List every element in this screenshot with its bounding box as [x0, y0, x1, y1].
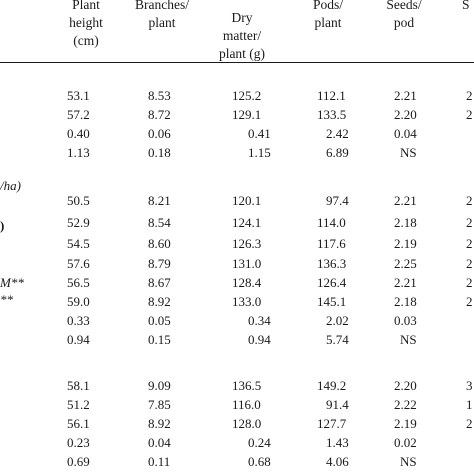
cell-pods: 91.4 — [326, 397, 349, 412]
header-line: pod — [393, 15, 415, 30]
cell-truncated: 2 — [466, 416, 473, 431]
header-plant-height — [56, 0, 116, 50]
cell-dry-matter: 1.15 — [248, 145, 271, 160]
cell-dry-matter: 124.1 — [232, 215, 262, 230]
cell-branches: 8.53 — [148, 88, 171, 103]
header-branches-plant — [124, 0, 200, 32]
cell-pods: 1.43 — [326, 435, 349, 450]
cell-branches: 8.92 — [148, 294, 171, 309]
cell-truncated: 2 — [466, 236, 473, 251]
table-row — [0, 311, 474, 330]
table-row — [0, 292, 474, 311]
table-row — [0, 414, 474, 433]
table-row — [0, 124, 474, 143]
cell-pods: 145.1 — [317, 294, 347, 309]
cell-seeds: 2.20 — [394, 378, 417, 393]
cell-seeds: NS — [400, 332, 417, 347]
cell-plant-height: 56.1 — [67, 416, 90, 431]
header-pods-plant — [290, 0, 366, 32]
cell-seeds: 2.19 — [394, 416, 417, 431]
cell-pods: 117.6 — [317, 236, 346, 251]
cell-pods: 6.89 — [326, 145, 349, 160]
cell-dry-matter: 0.24 — [248, 435, 271, 450]
cell-pods: 2.42 — [326, 126, 349, 141]
cell-dry-matter: 131.0 — [232, 256, 262, 271]
cell-plant-height: 54.5 — [67, 236, 90, 251]
cell-pods: 4.06 — [326, 454, 349, 469]
cell-pods: 5.74 — [326, 332, 349, 347]
table-row — [0, 234, 474, 253]
cell-plant-height: 0.94 — [67, 332, 90, 347]
cell-plant-height: 52.9 — [67, 215, 90, 230]
table-row — [0, 143, 474, 162]
cell-pods: 149.2 — [317, 378, 347, 393]
table-row — [0, 105, 474, 124]
cell-plant-height: 0.69 — [67, 454, 90, 469]
cell-truncated: 2 — [466, 294, 473, 309]
cell-pods: 127.7 — [317, 416, 347, 431]
cell-branches: 0.15 — [148, 332, 171, 347]
cell-dry-matter: 116.0 — [232, 397, 261, 412]
cell-truncated: 2 — [466, 107, 473, 122]
cell-dry-matter: 136.5 — [232, 378, 262, 393]
cell-seeds: 2.25 — [394, 256, 417, 271]
header-seeds-pod — [366, 0, 442, 32]
cell-seeds: NS — [400, 454, 417, 469]
cell-branches: 8.92 — [148, 416, 171, 431]
cell-branches: 8.72 — [148, 107, 171, 122]
cell-branches: 0.04 — [148, 435, 171, 450]
header-line: plant — [148, 15, 176, 30]
cell-plant-height: 0.23 — [67, 435, 90, 450]
header-rule — [0, 62, 474, 63]
cell-truncated: 2 — [466, 193, 473, 208]
cell-branches: 0.05 — [148, 313, 171, 328]
table-row — [0, 213, 474, 232]
cell-plant-height: 50.5 — [67, 193, 90, 208]
header-truncated — [462, 0, 474, 14]
cell-pods: 112.1 — [317, 88, 346, 103]
cell-branches: 8.21 — [148, 193, 171, 208]
header-line: Plant — [72, 0, 100, 12]
cell-truncated: 2 — [466, 275, 473, 290]
table-row — [0, 191, 474, 210]
cell-pods: 126.4 — [317, 275, 347, 290]
cell-seeds: 2.22 — [394, 397, 417, 412]
header-line: height — [69, 15, 103, 30]
cell-pods: 136.3 — [317, 256, 347, 271]
cell-branches: 8.67 — [148, 275, 171, 290]
cell-branches: 0.11 — [148, 454, 171, 469]
cell-plant-height: 58.1 — [67, 378, 90, 393]
cell-seeds: 2.19 — [394, 236, 417, 251]
cell-branches: 8.54 — [148, 215, 171, 230]
cell-seeds: NS — [400, 145, 417, 160]
header-line: Seeds/ — [386, 0, 422, 12]
cell-seeds: 2.18 — [394, 294, 417, 309]
cell-dry-matter: 125.2 — [232, 88, 262, 103]
cell-dry-matter: 129.1 — [232, 107, 262, 122]
cell-seeds: 0.02 — [394, 435, 417, 450]
cell-dry-matter: 0.94 — [248, 332, 271, 347]
cell-plant-height: 51.2 — [67, 397, 90, 412]
cell-plant-height: 56.5 — [67, 275, 90, 290]
cell-plant-height: 0.40 — [67, 126, 90, 141]
table-row — [0, 452, 474, 471]
section-label: M** — [0, 275, 24, 290]
table-row — [0, 395, 474, 414]
cell-branches: 0.18 — [148, 145, 171, 160]
cell-branches: 8.60 — [148, 236, 171, 251]
header-line: Dry — [231, 10, 253, 25]
cell-dry-matter: 0.68 — [248, 454, 271, 469]
cell-plant-height: 57.2 — [67, 107, 90, 122]
table-row — [0, 254, 474, 273]
cell-dry-matter: 0.41 — [248, 126, 271, 141]
cell-pods: 133.5 — [317, 107, 347, 122]
table-row — [0, 330, 474, 349]
header-line: matter/ — [222, 28, 262, 43]
table-row — [0, 86, 474, 105]
cell-plant-height: 1.13 — [67, 145, 90, 160]
table-row — [0, 273, 474, 292]
cell-dry-matter: 0.34 — [248, 313, 271, 328]
section-label: /ha) — [0, 178, 21, 193]
cell-dry-matter: 128.0 — [232, 416, 262, 431]
section-label: ** — [0, 292, 13, 307]
cell-seeds: 2.20 — [394, 107, 417, 122]
cell-pods: 114.0 — [317, 215, 346, 230]
header-line: (cm) — [73, 33, 99, 48]
header-line: Pods/ — [312, 0, 343, 12]
cell-truncated: 3 — [466, 378, 473, 393]
cell-branches: 7.85 — [148, 397, 171, 412]
header-line: plant (g) — [218, 46, 266, 61]
cell-seeds: 0.03 — [394, 313, 417, 328]
cell-seeds: 2.21 — [394, 275, 417, 290]
table-row — [0, 376, 474, 395]
cell-plant-height: 59.0 — [67, 294, 90, 309]
cell-seeds: 2.21 — [394, 88, 417, 103]
cell-dry-matter: 126.3 — [232, 236, 262, 251]
cell-seeds: 2.21 — [394, 193, 417, 208]
cell-pods: 2.02 — [326, 313, 349, 328]
header-dry-matter — [200, 9, 284, 63]
cell-branches: 9.09 — [148, 378, 171, 393]
cell-dry-matter: 133.0 — [232, 294, 262, 309]
section-label: ) — [0, 218, 5, 233]
cell-plant-height: 53.1 — [67, 88, 90, 103]
cell-truncated: 2 — [466, 88, 473, 103]
cell-truncated: 2 — [466, 256, 473, 271]
cell-truncated: 1 — [466, 397, 473, 412]
cell-plant-height: 0.33 — [67, 313, 90, 328]
header-line: Branches/ — [135, 0, 189, 12]
cell-seeds: 2.18 — [394, 215, 417, 230]
header-line: plant — [314, 15, 342, 30]
cell-dry-matter: 120.1 — [232, 193, 262, 208]
cell-seeds: 0.04 — [394, 126, 417, 141]
header-line: S — [462, 0, 470, 12]
cell-branches: 8.79 — [148, 256, 171, 271]
table-row — [0, 433, 474, 452]
cell-dry-matter: 128.4 — [232, 275, 262, 290]
cell-branches: 0.06 — [148, 126, 171, 141]
cell-pods: 97.4 — [326, 193, 349, 208]
cell-truncated: 2 — [466, 215, 473, 230]
cell-plant-height: 57.6 — [67, 256, 90, 271]
